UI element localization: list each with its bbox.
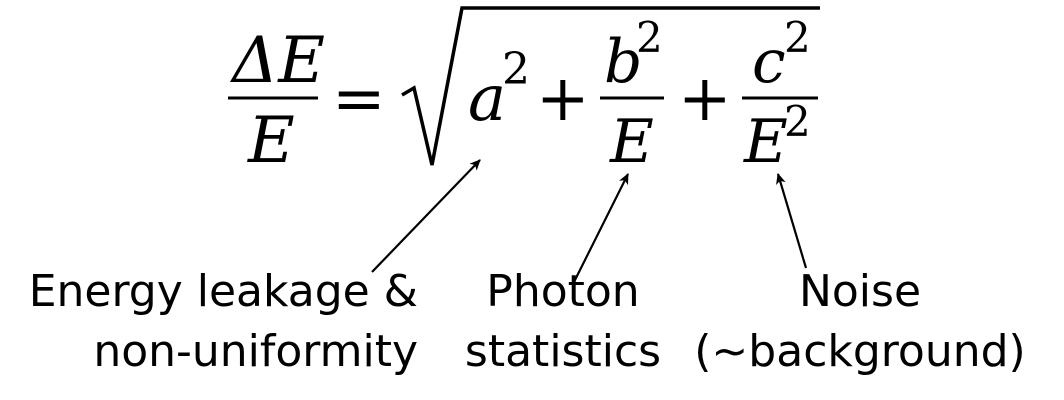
label-noise-line1: Noise bbox=[798, 266, 922, 317]
plus-sign-1: + bbox=[536, 62, 590, 136]
term1-base: a bbox=[468, 62, 507, 136]
label-noise bbox=[680, 262, 1040, 382]
term1-exponent: 2 bbox=[502, 44, 530, 95]
term2-denominator: E bbox=[610, 107, 654, 177]
label-photon-statistics-line2: statistics bbox=[464, 326, 662, 377]
equals-sign: = bbox=[332, 62, 386, 136]
term2-num-base: b bbox=[604, 27, 643, 97]
term3-num-base: c bbox=[752, 27, 786, 97]
label-energy-leakage-line1: Energy leakage & bbox=[28, 266, 418, 317]
term2-num-exponent: 2 bbox=[636, 13, 663, 62]
lhs-numerator: ΔE bbox=[232, 24, 325, 98]
label-energy-leakage-line2: non-uniformity bbox=[93, 326, 418, 377]
label-photon-statistics bbox=[458, 262, 668, 382]
plus-sign-2: + bbox=[678, 62, 732, 136]
lhs-denominator: E bbox=[248, 104, 295, 178]
term3-den-base: E bbox=[744, 107, 788, 177]
arrow-to-c-over-e2 bbox=[778, 174, 806, 268]
label-energy-leakage bbox=[18, 262, 418, 382]
label-photon-statistics-line1: Photon bbox=[486, 266, 640, 317]
term3-num-exponent: 2 bbox=[784, 13, 811, 62]
term3-den-exponent: 2 bbox=[784, 97, 811, 146]
arrow-to-a-squared bbox=[372, 160, 480, 272]
label-noise-line2: (~background) bbox=[694, 326, 1026, 377]
